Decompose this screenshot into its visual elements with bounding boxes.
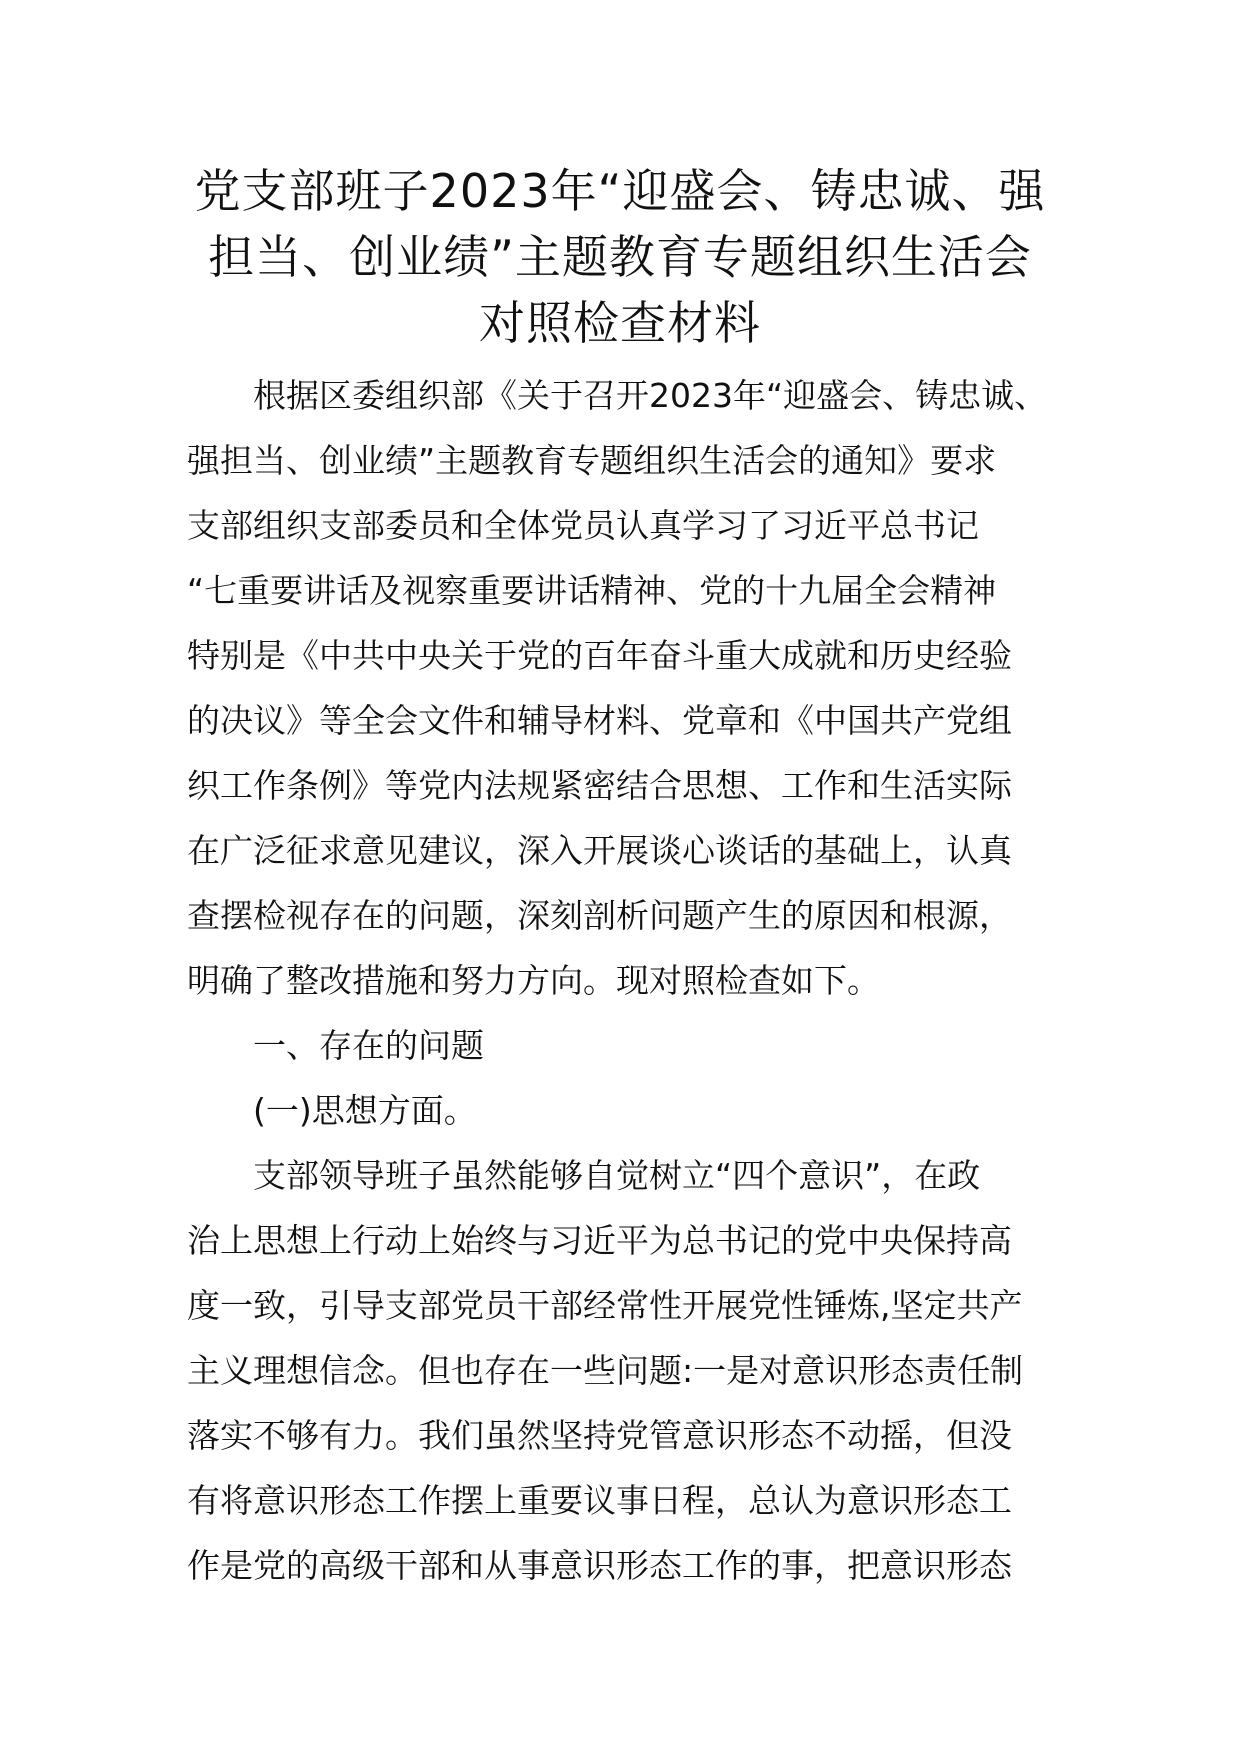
paragraph-line: 支部领导班子虽然能够自觉树立“四个意识”，在政: [253, 1156, 981, 1195]
paragraph-line: “七重要讲话及视察重要讲话精神、党的十九届全会精神: [187, 571, 997, 610]
subsection-heading: (一)思想方面。: [253, 1091, 477, 1130]
document-body: [187, 363, 1087, 1598]
title-line: 对照检查材料: [479, 296, 761, 350]
paragraph-line: 查摆检视存在的问题，深刻剖析问题产生的原因和根源，: [187, 896, 1012, 935]
paragraph-line: 有将意识形态工作摆上重要议事日程，总认为意识形态工: [187, 1481, 1012, 1520]
paragraph-line: 明确了整改措施和努力方向。现对照检查如下。: [187, 961, 880, 1000]
paragraph-line: 强担当、创业绩”主题教育专题组织生活会的通知》要求: [187, 441, 997, 480]
paragraph-line: 作是党的高级干部和从事意识形态工作的事，把意识形态: [187, 1546, 1012, 1585]
paragraph-line: 支部组织支部委员和全体党员认真学习了习近平总书记: [187, 506, 979, 545]
paragraph-line: 度一致，引导支部党员干部经常性开展党性锤炼,坚定共产: [187, 1286, 1023, 1325]
document-title: [150, 158, 1090, 356]
paragraph-line: 织工作条例》等党内法规紧密结合思想、工作和生活实际: [187, 766, 1012, 805]
section-heading: 一、存在的问题: [253, 1026, 484, 1065]
paragraph-line: 的决议》等全会文件和辅导材料、党章和《中国共产党组: [187, 701, 1012, 740]
paragraph-line: 主义理想信念。但也存在一些问题:一是对意识形态责任制: [187, 1351, 1024, 1390]
paragraph-line: 在广泛征求意见建议，深入开展谈心谈话的基础上，认真: [187, 831, 1012, 870]
paragraph-line: 落实不够有力。我们虽然坚持党管意识形态不动摇，但没: [187, 1416, 1012, 1455]
title-line: 担当、创业绩”主题教育专题组织生活会: [208, 230, 1032, 284]
title-line: 党支部班子2023年“迎盛会、铸忠诚、强: [194, 164, 1046, 218]
paragraph-line: 治上思想上行动上始终与习近平为总书记的党中央保持高: [187, 1221, 1012, 1260]
paragraph-line: 根据区委组织部《关于召开2023年“迎盛会、铸忠诚、: [253, 376, 1048, 415]
paragraph-line: 特别是《中共中央关于党的百年奋斗重大成就和历史经验: [187, 636, 1012, 675]
